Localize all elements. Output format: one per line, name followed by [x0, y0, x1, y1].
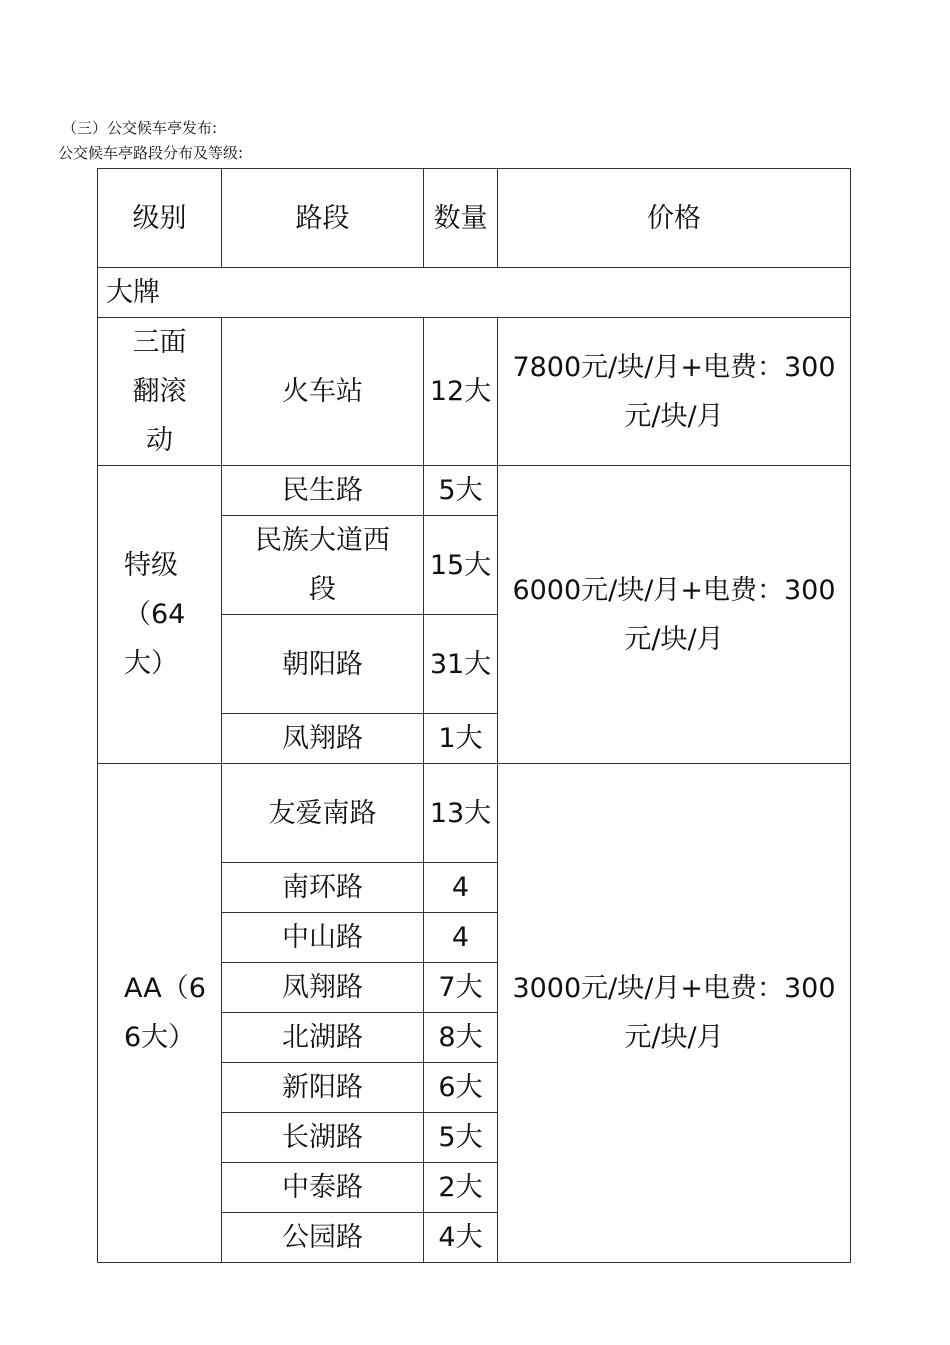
- road-cell: 朝阳路: [222, 615, 424, 714]
- header-row: [98, 169, 851, 268]
- quantity-cell: 4: [424, 913, 498, 963]
- road-cell: 凤翔路: [222, 714, 424, 764]
- section-row: [98, 268, 851, 318]
- quantity-cell: 1大: [424, 714, 498, 764]
- section-title: （三）公交候车亭发布:: [62, 119, 218, 137]
- table-row: [98, 466, 851, 516]
- quantity-cell: 8大: [424, 1013, 498, 1063]
- road-cell: 中山路: [222, 913, 424, 963]
- quantity-cell: 31大: [424, 615, 498, 714]
- price-cell: 3000元/块/月+电费：300元/块/月: [498, 764, 851, 1263]
- quantity-cell: 5大: [424, 466, 498, 516]
- header-price: 价格: [498, 169, 851, 268]
- header-road: 路段: [222, 169, 424, 268]
- level-cell: AA（66大）: [98, 764, 222, 1263]
- table-row: [98, 764, 851, 863]
- quantity-cell: 15大: [424, 516, 498, 615]
- quantity-cell: 6大: [424, 1063, 498, 1113]
- quantity-cell: 4: [424, 863, 498, 913]
- level-cell: 三面翻滚动: [98, 318, 222, 466]
- road-cell: 南环路: [222, 863, 424, 913]
- quantity-cell: 2大: [424, 1163, 498, 1213]
- table-caption: 公交候车亭路段分布及等级:: [58, 144, 244, 162]
- road-cell: 友爱南路: [222, 764, 424, 863]
- quantity-cell: 13大: [424, 764, 498, 863]
- road-cell: 火车站: [222, 318, 424, 466]
- bus-shelter-table: [97, 168, 851, 1263]
- quantity-cell: 12大: [424, 318, 498, 466]
- road-cell: 北湖路: [222, 1013, 424, 1063]
- header-level: 级别: [98, 169, 222, 268]
- road-cell: 中泰路: [222, 1163, 424, 1213]
- road-cell: 民生路: [222, 466, 424, 516]
- road-cell: 凤翔路: [222, 963, 424, 1013]
- table-row: [98, 318, 851, 466]
- road-cell: 民族大道西段: [222, 516, 424, 615]
- price-cell: 7800元/块/月+电费：300元/块/月: [498, 318, 851, 466]
- road-cell: 长湖路: [222, 1113, 424, 1163]
- level-cell: 特级（64大）: [98, 466, 222, 764]
- road-cell: 公园路: [222, 1213, 424, 1263]
- section-label: 大牌: [98, 268, 851, 318]
- header-quantity: 数量: [424, 169, 498, 268]
- quantity-cell: 4大: [424, 1213, 498, 1263]
- price-cell: 6000元/块/月+电费：300元/块/月: [498, 466, 851, 764]
- quantity-cell: 7大: [424, 963, 498, 1013]
- road-cell: 新阳路: [222, 1063, 424, 1113]
- quantity-cell: 5大: [424, 1113, 498, 1163]
